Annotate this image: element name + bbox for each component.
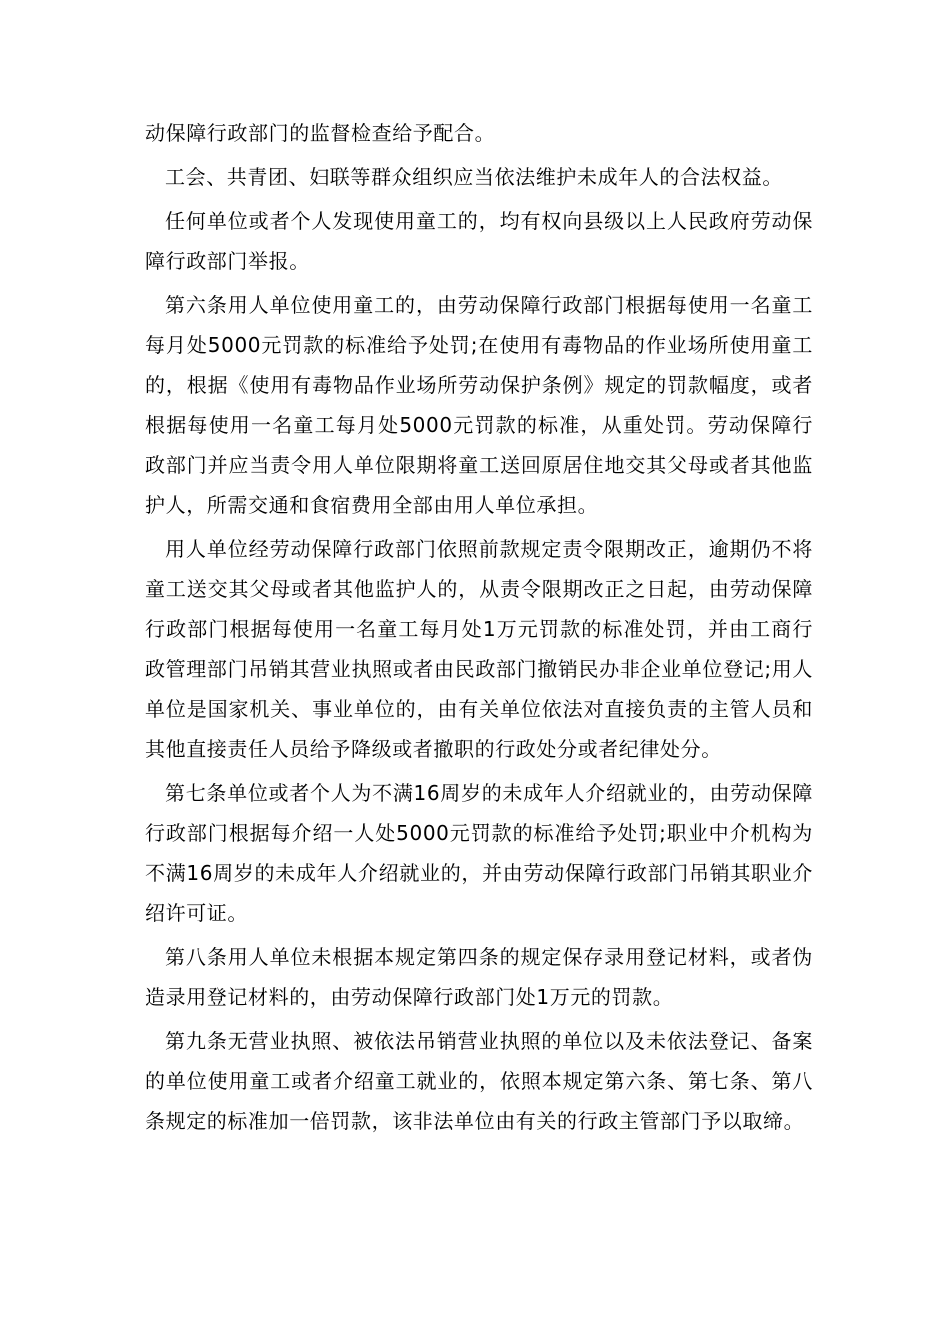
paragraph-article-6-overdue: 用人单位经劳动保障行政部门依照前款规定责令限期改正，逾期仍不将童工送交其父母或者其他监护人的，从责令限期改正之日起，由劳动保障行政部门根据每使用一名童工每月处1万元罚款的标准处罚，并由工商行政管理部门吊销其营业执照或者由民政部门撤销民办非企业单位登记;用人单位是国家机关、事业单位的，由有关单位依法对直接负责的主管人员和其他直接责任人员给予降级或者撤职的行政处分或者纪律处分。 bbox=[145, 537, 813, 761]
paragraph-article-6: 第六条用人单位使用童工的，由劳动保障行政部门根据每使用一名童工每月处5000元罚款的标准给予处罚;在使用有毒物品的作业场所使用童工的，根据《使用有毒物品作业场所劳动保护条例》规定的罚款幅度，或者根据每使用一名童工每月处5000元罚款的标准，从重处罚。劳动保障行政部门并应当责令用人单位限期将童工送回原居住地交其父母或者其他监护人，所需交通和食宿费用全部由用人单位承担。 bbox=[145, 293, 813, 517]
paragraph-reporting-right: 任何单位或者个人发现使用童工的，均有权向县级以上人民政府劳动保障行政部门举报。 bbox=[145, 209, 813, 273]
paragraph-mass-organizations: 工会、共青团、妇联等群众组织应当依法维护未成年人的合法权益。 bbox=[165, 165, 783, 189]
document-body bbox=[145, 113, 813, 1145]
paragraph-article-7: 第七条单位或者个人为不满16周岁的未成年人介绍就业的，由劳动保障行政部门根据每介绍一人处5000元罚款的标准给予处罚;职业中介机构为不满16周岁的未成年人介绍就业的，并由劳动保障行政部门吊销其职业介绍许可证。 bbox=[145, 781, 813, 925]
paragraph-article-8: 第八条用人单位未根据本规定第四条的规定保存录用登记材料，或者伪造录用登记材料的，由劳动保障行政部门处1万元的罚款。 bbox=[145, 945, 813, 1009]
paragraph-continuation: 动保障行政部门的监督检查给予配合。 bbox=[145, 121, 496, 145]
paragraph-article-9: 第九条无营业执照、被依法吊销营业执照的单位以及未依法登记、备案的单位使用童工或者介绍童工就业的，依照本规定第六条、第七条、第八条规定的标准加一倍罚款，该非法单位由有关的行政主管部门予以取缔。 bbox=[145, 1029, 813, 1133]
